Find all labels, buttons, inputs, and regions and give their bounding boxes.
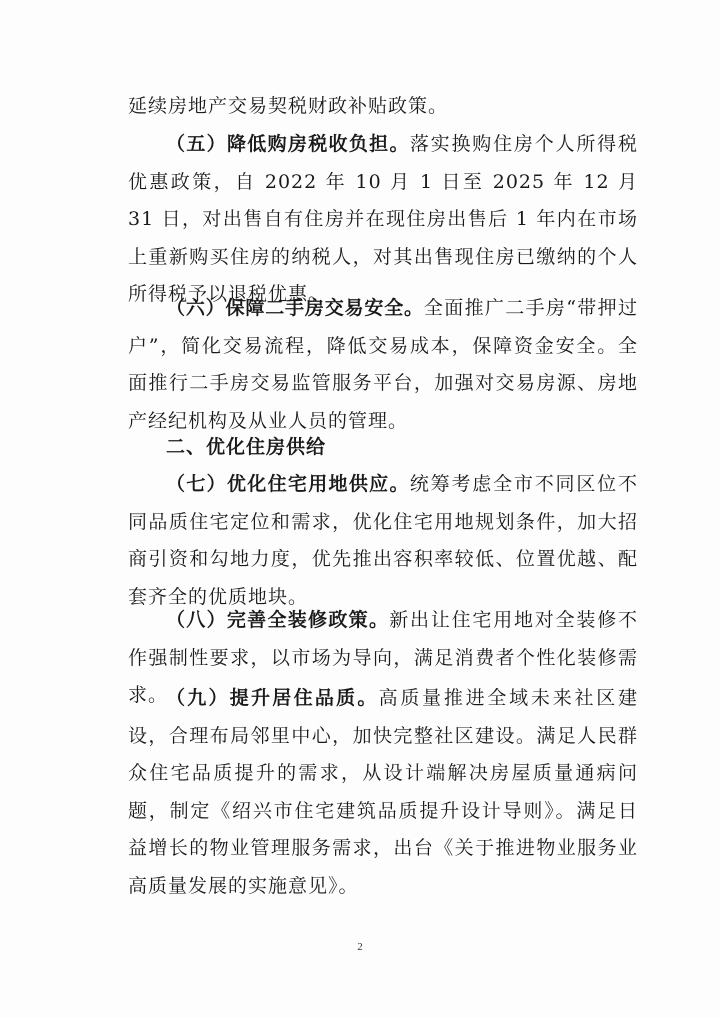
paragraph-9 bbox=[128, 680, 638, 905]
paragraph-heading: （六）保障二手房交易安全。 bbox=[166, 297, 424, 319]
paragraph-heading: （八）完善全装修政策。 bbox=[166, 609, 390, 631]
page-number: 2 bbox=[357, 941, 363, 953]
paragraph-5 bbox=[128, 126, 638, 314]
paragraph-7 bbox=[128, 466, 638, 616]
paragraph-6 bbox=[128, 290, 638, 440]
paragraph-body: 新出让住宅用地对全装修不作强制性要求，以市场为导向，满足消费者个性化装修需求。 bbox=[128, 609, 638, 706]
paragraph-body: 统筹考虑全市不同区位不同品质住宅定位和需求，优化住宅用地规划条件，加大招商引资和勾地力度，优先推出容积率较低、位置优越、配套齐全的优质地块。 bbox=[128, 473, 638, 608]
paragraph-body: 高质量推进全域未来社区建设，合理布局邻里中心，加快完整社区建设。满足人民群众住宅品质提升的需求，从设计端解决房屋质量通病问题，制定《绍兴市住宅建筑品质提升设计导则》。满足日益增长的物业管理服务需求，出台《关于推进物业服务业高质量发展的实施意见》。 bbox=[128, 687, 638, 897]
section-heading: 二、优化住房供给 bbox=[166, 436, 327, 458]
paragraph-body: 延续房地产交易契税财政补贴政策。 bbox=[128, 95, 449, 117]
continuation-paragraph bbox=[128, 88, 638, 126]
paragraph-heading: （九）提升居住品质。 bbox=[166, 687, 379, 709]
paragraph-body: 全面推广二手房“带押过户”，简化交易流程，降低交易成本，保障资金安全。全面推行二手房交易监管服务平台，加强对交易房源、房地产经纪机构及从业人员的管理。 bbox=[128, 297, 638, 432]
paragraph-heading: （五）降低购房税收负担。 bbox=[166, 133, 410, 155]
paragraph-heading: （七）优化住宅用地供应。 bbox=[166, 473, 410, 495]
paragraph-body: 落实换购住房个人所得税优惠政策，自 2022 年 10 月 1 日至 2025 年 12 月 31 日，对出售自有住房并在现住房出售后 1 年内在市场上重新购买住房的纳税人，对其出售现住房已缴纳的个人所得税予以退税优惠。 bbox=[128, 133, 638, 305]
